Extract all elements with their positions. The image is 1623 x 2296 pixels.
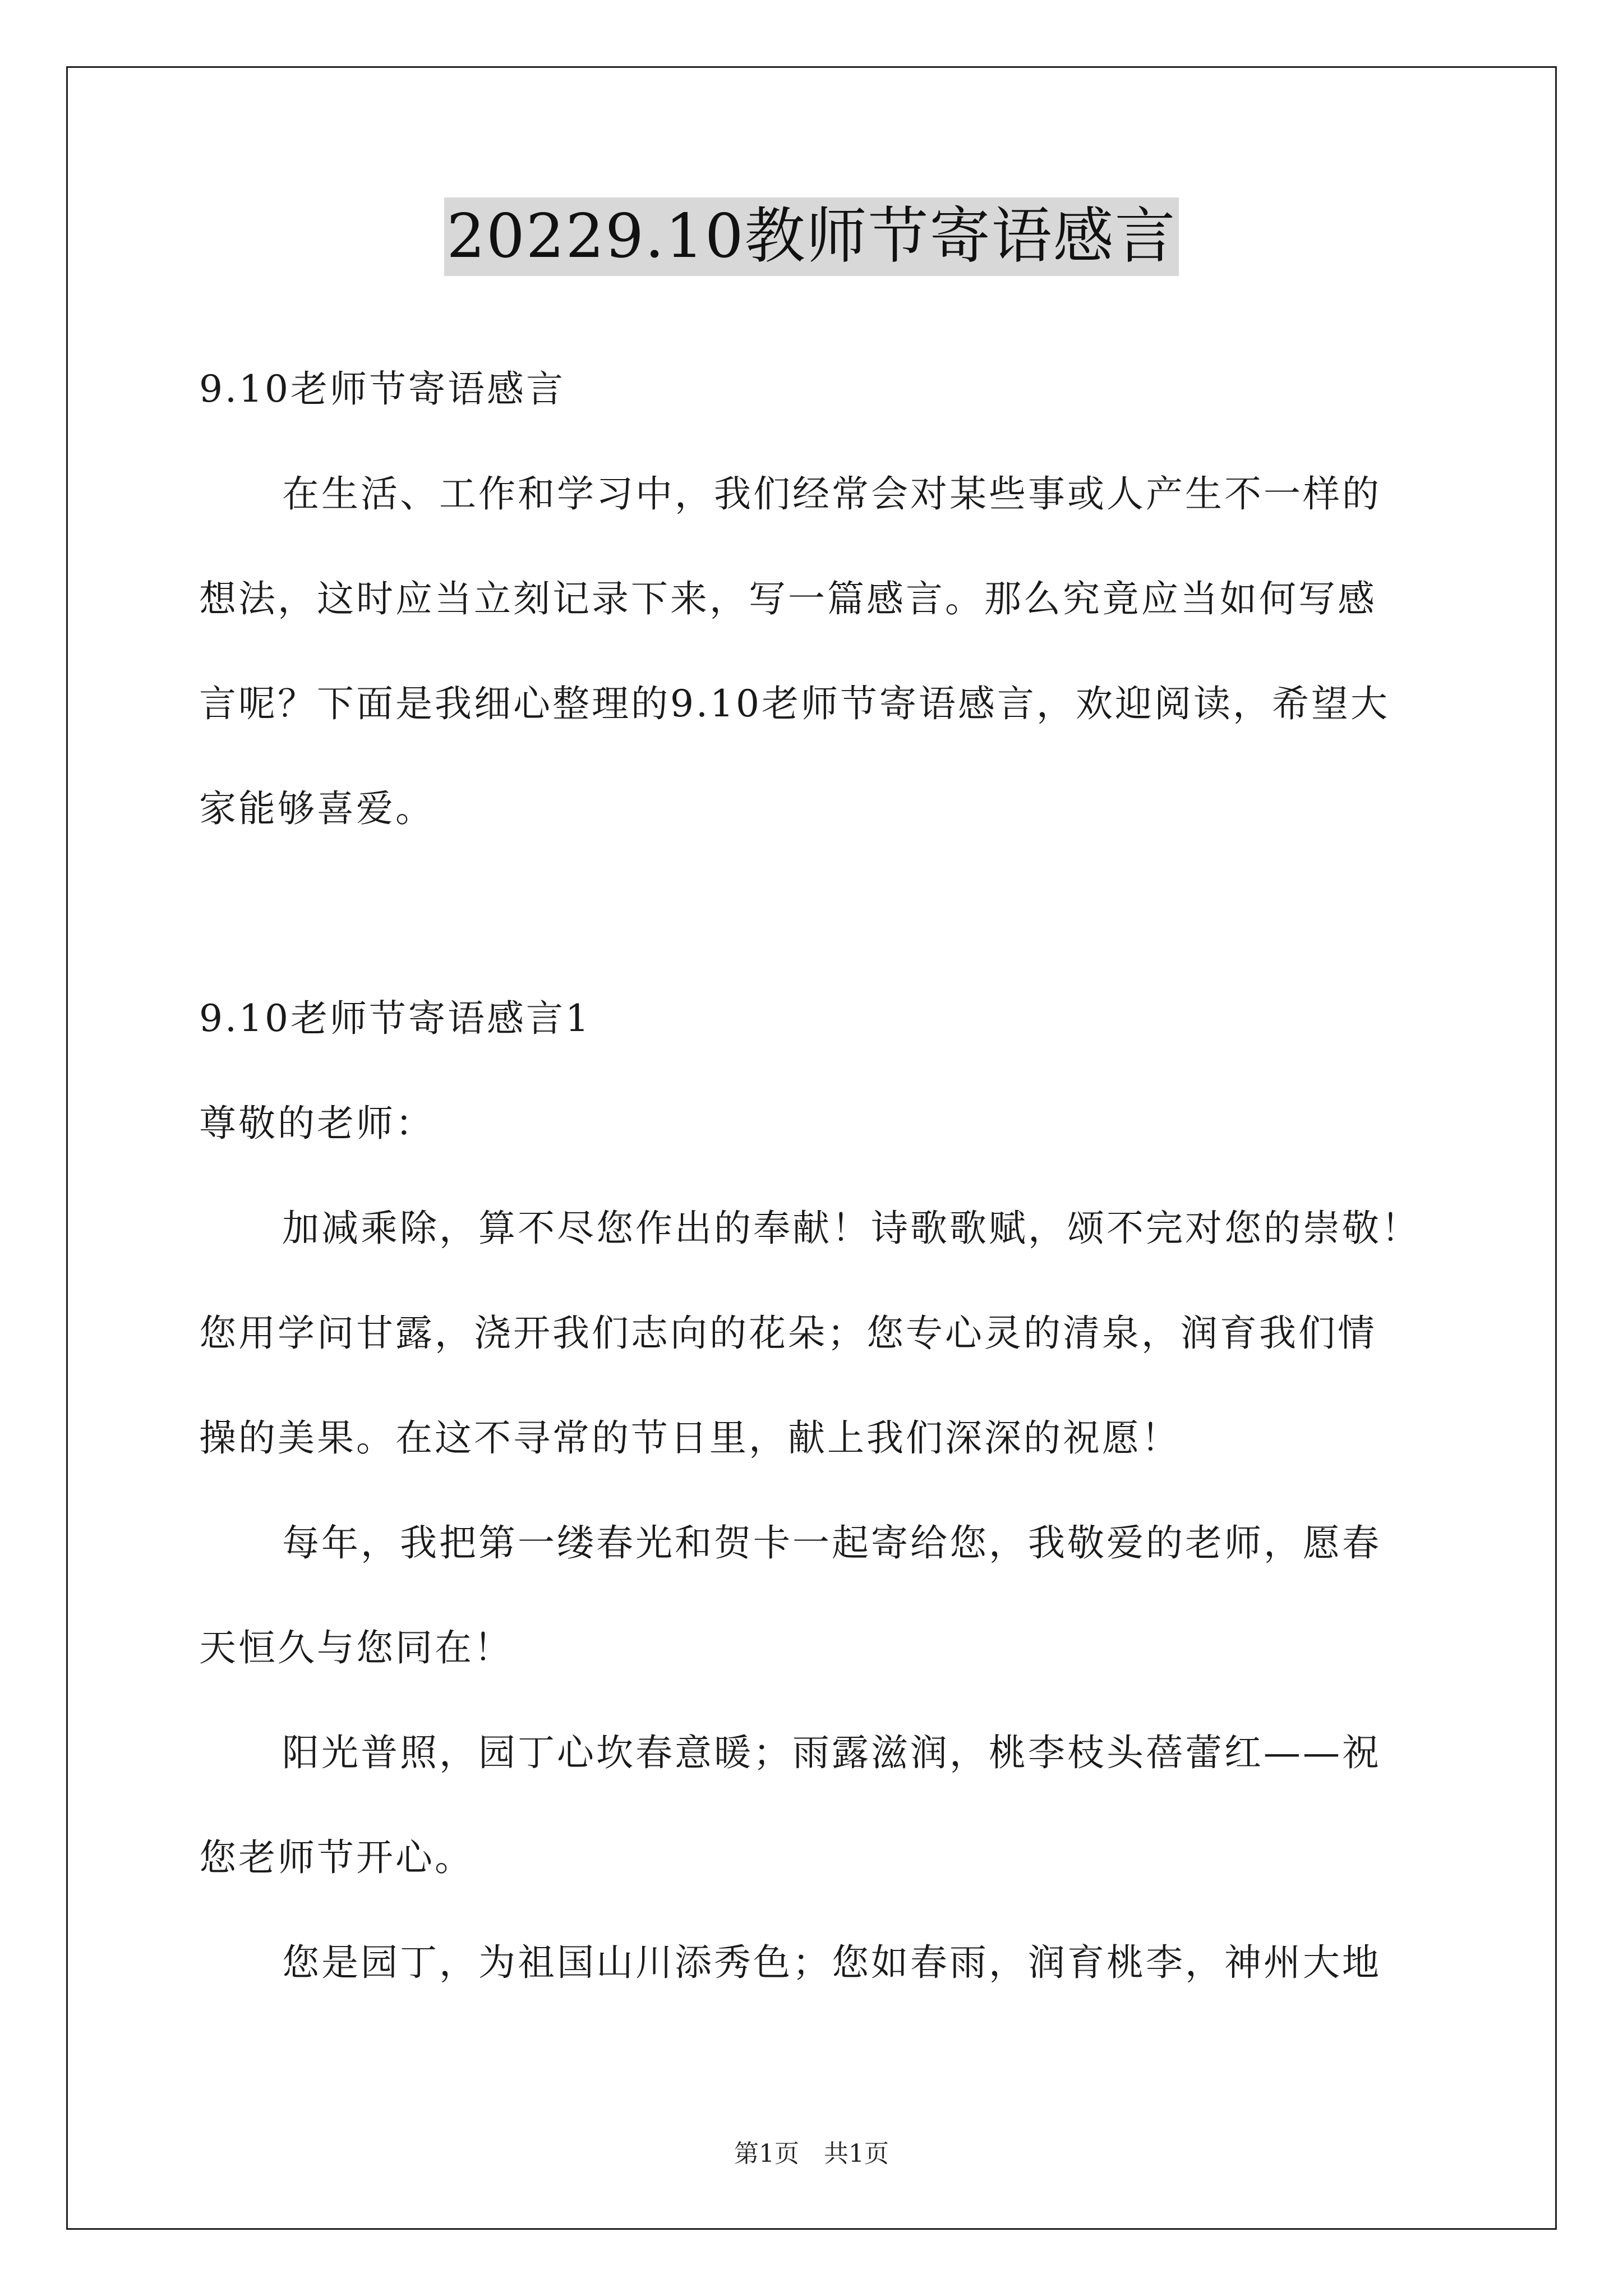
intro-line: 言呢？下面是我细心整理的9.10老师节寄语感言，欢迎阅读，希望大 (199, 682, 1390, 725)
section-heading: 9.10老师节寄语感言1 (199, 997, 591, 1040)
document-body (199, 337, 1433, 2015)
paragraph-line: 操的美果。在这不寻常的节日里，献上我们深深的祝愿！ (199, 1416, 1181, 1460)
paragraph-line: 天恒久与您同在！ (199, 1626, 513, 1669)
paragraph-line: 您用学问甘露，浇开我们志向的花朵；您专心灵的清泉，润育我们情 (199, 1312, 1377, 1355)
paragraph-line: 您老师节开心。 (199, 1836, 474, 1879)
paragraph-line: 加减乘除，算不尽您作出的奉献！诗歌歌赋，颂不完对您的崇敬！ (282, 1207, 1421, 1250)
subtitle: 9.10老师节寄语感言 (199, 367, 565, 411)
intro-line: 想法，这时应当立刻记录下来，写一篇感言。那么究竟应当如何写感 (199, 577, 1377, 620)
intro-line: 在生活、工作和学习中，我们经常会对某些事或人产生不一样的 (282, 472, 1381, 516)
title-container (0, 197, 1623, 276)
paragraph-line: 您是园丁，为祖国山川添秀色；您如春雨，润育桃李，神州大地 (282, 1941, 1381, 1984)
page-footer: 第1页 共1页 (734, 2139, 889, 2168)
document-title: 20229.10教师节寄语感言 (444, 197, 1178, 276)
intro-line: 家能够喜爱。 (199, 787, 435, 830)
paragraph-spacer (199, 861, 1433, 966)
paragraph-line: 阳光普照，园丁心坎春意暖；雨露滋润，桃李枝头蓓蕾红——祝 (282, 1731, 1381, 1774)
salutation: 尊敬的老师： (199, 1102, 435, 1145)
paragraph-line: 每年，我把第一缕春光和贺卡一起寄给您，我敬爱的老师，愿春 (282, 1521, 1381, 1565)
